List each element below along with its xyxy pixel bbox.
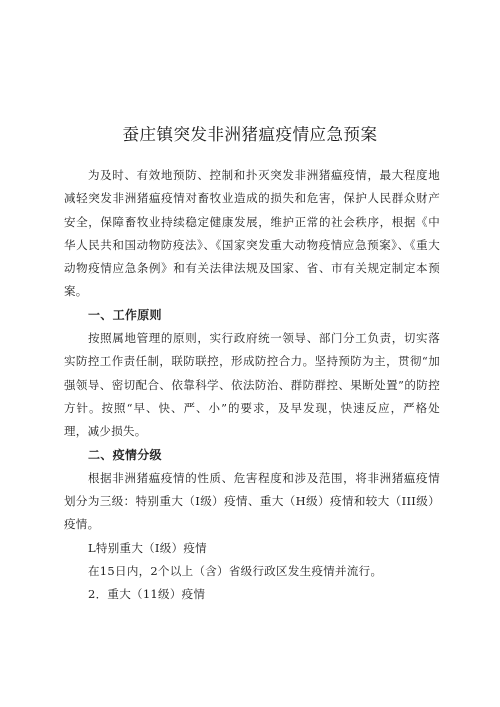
grading-paragraph: 根据非洲猪瘟疫情的性质、危害程度和涉及范围，将非洲猪瘟疫情划分为三级：特别重大（Ⅰ级）疫情、重大（H级）疫情和较大（III级）疫情。 [64,470,440,532]
section-heading-grading: 二、疫情分级 [88,447,162,462]
grade-two-title: 2．重大（11级）疫情 [88,587,206,602]
grade-one-text: 在15日内，2个以上（含）省级行政区发生疫情并流行。 [88,564,383,579]
intro-paragraph: 为及时、有效地预防、控制和扑灭突发非洲猪瘟疫情，最大程度地减轻突发非洲猪瘟疫情对畜牧业造成的损失和危害，保护人民群众财产安全，保障畜牧业持续稳定健康发展，维护正常的社会秩序，根据《中华人民共和国动物防疫法》、《国家突发重大动物疫情应急预案》、《重大动物疫情应急条例》和有关法律法规及国家、省、市有关规定制定本预案。 [64,168,440,299]
section-heading-principles: 一、工作原则 [88,307,162,322]
grade-one-title: L特别重大（Ⅰ级）疫情 [88,540,207,555]
document-body [64,164,440,607]
principles-paragraph: 按照属地管理的原则，实行政府统一领导、部门分工负责，切实落实防控工作责任制，联防联控，形成防控合力。坚持预防为主，贯彻“加强领导、密切配合、依靠科学、依法防治、群防群控、果断处置”的防控方针。按照“早、快、严、小”的要求，及早发现，快速反应，严格处理，减少损失。 [64,331,440,439]
document-title: 蚕庄镇突发非洲猪瘟疫情应急预案 [122,125,378,144]
